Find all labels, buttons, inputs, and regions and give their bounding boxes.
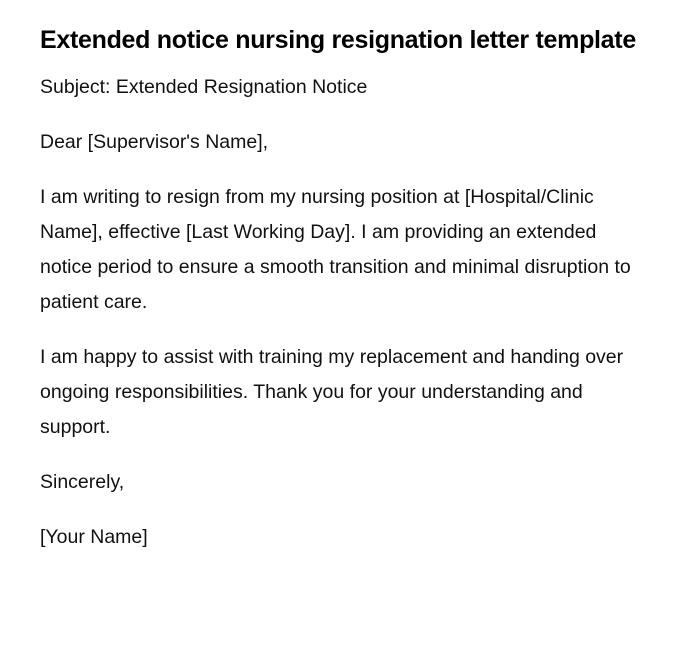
letter-subject: Subject: Extended Resignation Notice <box>40 76 368 98</box>
letter-body-paragraph: I am writing to resign from my nursing position at [Hospital/Clinic Name], effective [Last Working Day]. I am providing an extended notice period to ensure a smooth transition and minimal disruption to patient care. <box>40 186 631 313</box>
document-title: Extended notice nursing resignation letter template <box>40 26 636 54</box>
letter-document <box>40 18 650 555</box>
letter-signature: [Your Name] <box>40 526 148 548</box>
letter-greeting: Dear [Supervisor's Name], <box>40 131 269 153</box>
letter-closing: Sincerely, <box>40 471 125 493</box>
letter-body-paragraph: I am happy to assist with training my replacement and handing over ongoing responsibilities. Thank you for your understanding and support. <box>40 346 624 438</box>
